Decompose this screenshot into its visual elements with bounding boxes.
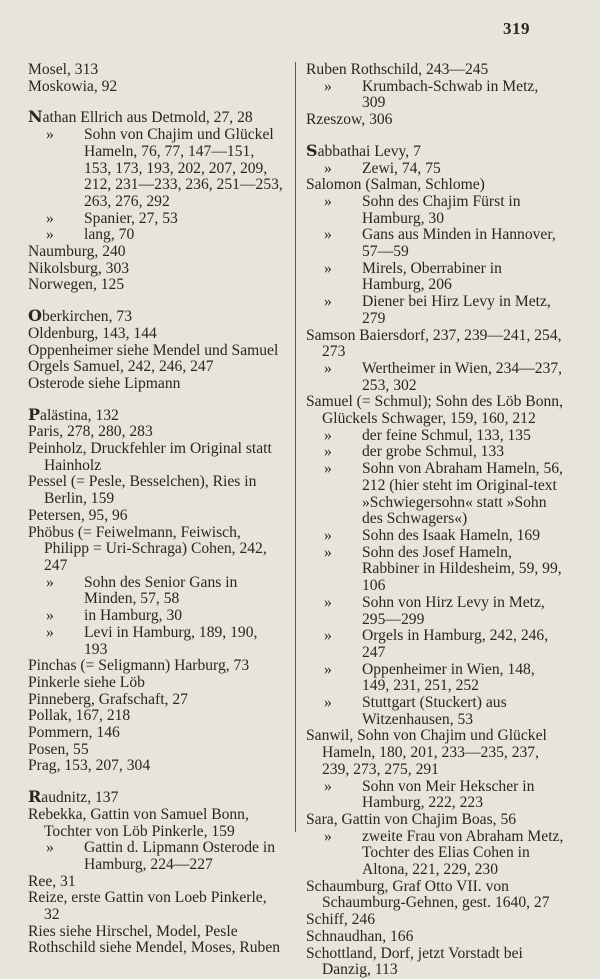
- index-entry: [28, 673, 284, 692]
- index-entry: [28, 324, 284, 343]
- ditto-mark: »: [324, 159, 332, 177]
- index-subentry: [324, 226, 564, 261]
- section-gap: [28, 95, 284, 109]
- section-gap: [28, 775, 284, 789]
- index-subentry: [324, 777, 564, 812]
- index-subentry: [324, 660, 564, 695]
- index-entry: [28, 523, 284, 575]
- index-subentry: [324, 694, 564, 728]
- index-entry: [306, 944, 564, 979]
- index-entry: [28, 922, 284, 941]
- section-initial: N: [28, 107, 43, 127]
- subentry-text: Sohn des Senior Gans in Minden, 57, 58: [84, 573, 238, 608]
- ditto-mark: »: [324, 460, 332, 478]
- entry-text: Pinchas (= Seligmann) Harburg, 73: [28, 657, 250, 675]
- subentry-text: Zewi, 74, 75: [362, 159, 441, 177]
- subentry-text: Sohn von Abraham Hameln, 56, 212 (hier steht im Original-text »Schwiegersohn« statt »Sohn des Schwagers«): [362, 460, 563, 528]
- ditto-mark: »: [324, 359, 332, 377]
- entry-text: Ruben Rothschild, 243—245: [306, 61, 489, 78]
- index-subentry: [46, 607, 284, 625]
- entry-text: Sara, Gattin von Chajim Boas, 56: [306, 810, 517, 828]
- entry-text: Paris, 278, 280, 283: [28, 423, 153, 441]
- index-entry: [28, 506, 284, 525]
- entry-text: Prag, 153, 207, 304: [28, 757, 151, 775]
- subentry-text: Sohn des Isaak Hameln, 169: [362, 526, 540, 544]
- entry-text: Schaumburg, Graf Otto VII. von Schaumburg-Gehnen, gest. 1640, 27: [306, 877, 550, 912]
- index-column-left: [28, 62, 284, 957]
- index-entry: [28, 473, 284, 508]
- entry-text: Rebekka, Gattin von Samuel Bonn, Tochter von Löb Pinkerle, 159: [28, 805, 249, 840]
- entry-text: Naumburg, 240: [28, 243, 126, 261]
- index-entry: [28, 423, 284, 441]
- entry-text: Posen, 55: [28, 740, 89, 758]
- ditto-mark: »: [324, 259, 332, 277]
- index-subentry: [324, 526, 564, 545]
- entry-text: Moskowia, 92: [28, 77, 118, 95]
- ditto-mark: »: [324, 627, 332, 645]
- column-divider: [295, 62, 296, 832]
- subentry-text: Sohn des Josef Hameln, Rabbiner in Hildesheim, 59, 99, 106: [362, 543, 562, 595]
- ditto-mark: »: [46, 623, 54, 641]
- index-subentry: [324, 593, 564, 628]
- index-entry: [28, 707, 284, 725]
- index-entry: [28, 787, 284, 807]
- entry-text: Oldenburg, 143, 144: [28, 324, 157, 342]
- index-subentry: [324, 159, 564, 178]
- subentry-text: der grobe Schmul, 133: [362, 443, 505, 461]
- ditto-mark: »: [324, 426, 332, 444]
- index-entry: [306, 61, 564, 79]
- index-entry: [306, 927, 564, 946]
- index-subentry: [324, 460, 564, 528]
- index-entry: [28, 889, 284, 924]
- index-entry: [28, 77, 284, 96]
- ditto-mark: »: [46, 573, 54, 591]
- index-subentry: [324, 192, 564, 227]
- index-entry: [306, 393, 564, 428]
- entry-text: Rzeszow, 306: [306, 111, 393, 129]
- subentry-text: Sohn von Hirz Levy in Metz, 295—299: [362, 593, 545, 628]
- index-subentry: [324, 259, 564, 294]
- index-subentry: [324, 827, 564, 879]
- entry-text: Ries siehe Hirschel, Model, Pesle: [28, 922, 238, 940]
- entry-text: athan Ellrich aus Detmold, 27, 28: [42, 109, 253, 127]
- index-entry: [28, 805, 284, 840]
- index-entry: [28, 757, 284, 775]
- index-subentry: [324, 543, 564, 595]
- subentry-text: Sohn von Meir Hekscher in Hamburg, 222, 223: [362, 777, 535, 812]
- index-entry: [306, 727, 564, 778]
- entry-text: Pollak, 167, 218: [28, 707, 131, 725]
- index-subentry: [46, 209, 284, 228]
- index-subentry: [46, 623, 284, 658]
- index-subentry: [324, 627, 564, 661]
- subentry-text: Orgels in Hamburg, 242, 246, 247: [362, 627, 549, 661]
- index-entry: [28, 440, 284, 474]
- index-entry: [28, 61, 284, 79]
- index-entry: [28, 872, 284, 891]
- ditto-mark: »: [324, 777, 332, 795]
- entry-text: Pessel (= Pesle, Besselchen), Ries in Berlin, 159: [28, 473, 257, 508]
- subentry-text: Diener bei Hirz Levy in Metz, 279: [362, 293, 551, 327]
- index-entry: [306, 810, 564, 829]
- index-subentry: [324, 77, 564, 112]
- subentry-text: Sohn des Chajim Fürst in Hamburg, 30: [362, 192, 521, 227]
- index-entry: [28, 690, 284, 709]
- ditto-mark: »: [46, 839, 54, 857]
- ditto-mark: »: [324, 593, 332, 611]
- subentry-text: Krumbach-Schwab in Metz, 309: [362, 77, 539, 112]
- subentry-text: Wertheimer in Wien, 234—237, 253, 302: [362, 359, 563, 394]
- index-subentry: [324, 443, 564, 461]
- entry-text: Mosel, 313: [28, 61, 99, 78]
- entry-text: Samuel (= Schmul); Sohn des Löb Bonn, Glückels Schwager, 159, 160, 212: [306, 393, 563, 428]
- subentry-text: Oppenheimer in Wien, 148, 149, 231, 251, 252: [362, 660, 535, 695]
- ditto-mark: »: [46, 209, 54, 227]
- entry-text: Pinkerle siehe Löb: [28, 673, 145, 691]
- index-entry: [28, 740, 284, 759]
- index-entry: [28, 243, 284, 261]
- index-entry: [28, 276, 284, 294]
- entry-text: Pinneberg, Grafschaft, 27: [28, 690, 188, 708]
- index-subentry: [46, 226, 284, 244]
- entry-text: Orgels Samuel, 242, 246, 247: [28, 358, 214, 376]
- index-entry: [306, 111, 564, 129]
- entry-text: Reize, erste Gattin von Loeb Pinkerle, 32: [28, 889, 267, 924]
- subentry-text: Levi in Hamburg, 189, 190, 193: [84, 623, 258, 658]
- entry-text: berkirchen, 73: [41, 308, 132, 326]
- ditto-mark: »: [46, 126, 54, 144]
- subentry-text: Sohn von Chajim und Glückel Hameln, 76, 77, 147—151, 153, 173, 193, 202, 207, 209, 212, 231—233, 236, 251—253, 263, 276, 292: [84, 126, 283, 210]
- subentry-text: in Hamburg, 30: [84, 607, 183, 625]
- index-entry: [28, 341, 284, 360]
- entry-text: Pommern, 146: [28, 724, 120, 742]
- entry-text: Phöbus (= Feiwelmann, Feiwisch, Philipp = Uri-Schraga) Cohen, 242, 247: [28, 523, 267, 574]
- index-subentry: [324, 359, 564, 394]
- subentry-text: zweite Frau von Abraham Metz, Tochter des Elias Cohen in Altona, 221, 229, 230: [362, 827, 564, 879]
- index-entry: [306, 877, 564, 912]
- entry-text: abbathai Levy, 7: [317, 142, 421, 160]
- index-subentry: [46, 126, 284, 211]
- page-number: 319: [503, 19, 530, 38]
- index-entry: [28, 939, 284, 957]
- entry-text: Schottland, Dorf, jetzt Vorstadt bei Danzig, 113: [306, 944, 523, 979]
- index-subentry: [46, 573, 284, 608]
- entry-text: Samson Baiersdorf, 237, 239—241, 254, 273: [306, 326, 562, 361]
- ditto-mark: »: [324, 293, 332, 311]
- section-initial: P: [28, 404, 41, 424]
- index-entry: [28, 374, 284, 393]
- subentry-text: Stuttgart (Stuckert) aus Witzenhausen, 53: [362, 694, 507, 728]
- section-initial: S: [306, 140, 318, 160]
- entry-text: alästina, 132: [40, 406, 119, 424]
- index-entry: [28, 107, 284, 127]
- ditto-mark: »: [324, 827, 332, 845]
- index-entry: [28, 259, 284, 278]
- section-initial: R: [28, 787, 42, 807]
- entry-text: Schnaudhan, 166: [306, 927, 414, 945]
- ditto-mark: »: [324, 543, 332, 561]
- ditto-mark: »: [324, 694, 332, 712]
- index-subentry: [46, 839, 284, 873]
- entry-text: Ree, 31: [28, 872, 76, 890]
- entry-text: Rothschild siehe Mendel, Moses, Ruben: [28, 939, 281, 957]
- section-gap: [306, 129, 564, 143]
- ditto-mark: »: [324, 660, 332, 678]
- subentry-text: Spanier, 27, 53: [84, 209, 178, 227]
- entry-text: Norwegen, 125: [28, 276, 125, 294]
- entry-text: Nikolsburg, 303: [28, 259, 130, 277]
- index-entry: [306, 140, 564, 161]
- index-entry: [28, 306, 284, 326]
- index-subentry: [324, 293, 564, 327]
- index-subentry: [324, 426, 564, 445]
- index-entry: [28, 657, 284, 675]
- ditto-mark: »: [324, 526, 332, 544]
- entry-text: Schiff, 246: [306, 911, 376, 929]
- ditto-mark: »: [46, 607, 54, 625]
- index-entry: [306, 176, 564, 194]
- ditto-mark: »: [324, 443, 332, 461]
- entry-text: Oppenheimer siehe Mendel und Samuel: [28, 341, 279, 359]
- section-gap: [28, 393, 284, 407]
- subentry-text: Gans aus Minden in Hannover, 57—59: [362, 226, 556, 261]
- index-column-right: [306, 62, 564, 979]
- ditto-mark: »: [46, 226, 54, 244]
- entry-text: Petersen, 95, 96: [28, 506, 128, 524]
- section-initial: O: [28, 306, 42, 326]
- ditto-mark: »: [324, 192, 332, 210]
- entry-text: Osterode siehe Lipmann: [28, 374, 181, 392]
- subentry-text: Mirels, Oberrabiner in Hamburg, 206: [362, 259, 502, 294]
- index-entry: [306, 326, 564, 361]
- subentry-text: Gattin d. Lipmann Osterode in Hamburg, 224—227: [84, 839, 275, 873]
- subentry-text: der feine Schmul, 133, 135: [362, 426, 531, 444]
- subentry-text: lang, 70: [84, 226, 135, 244]
- index-entry: [28, 724, 284, 742]
- ditto-mark: »: [324, 226, 332, 244]
- ditto-mark: »: [324, 77, 332, 95]
- index-entry: [28, 358, 284, 376]
- section-gap: [28, 294, 284, 308]
- entry-text: Salomon (Salman, Schlome): [306, 176, 485, 194]
- entry-text: Peinholz, Druckfehler im Original statt Hainholz: [28, 440, 272, 474]
- index-entry: [28, 404, 284, 425]
- entry-text: audnitz, 137: [41, 789, 119, 807]
- index-entry: [306, 911, 564, 929]
- entry-text: Sanwil, Sohn von Chajim und Glückel Hameln, 180, 201, 233—235, 237, 239, 273, 275, 291: [306, 727, 547, 778]
